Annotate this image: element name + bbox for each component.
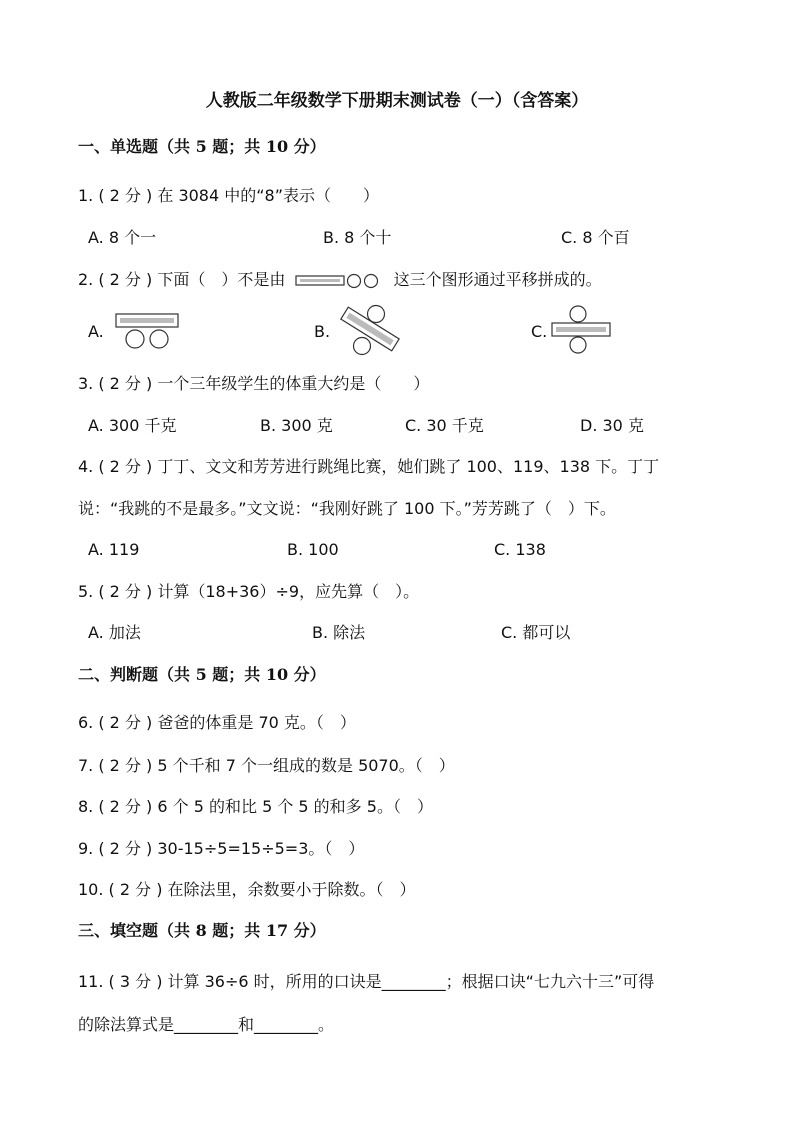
question-5-option-b: B. 除法: [312, 623, 366, 642]
question-1-stem: 1. ( 2 分 ) 在 3084 中的“8”表示（ ）: [78, 186, 380, 205]
question-2-stem-prefix: 2. ( 2 分 ) 下面（ ）不是由: [78, 270, 286, 289]
question-4-option-b: B. 100: [287, 540, 339, 559]
question-1-option-b: B. 8 个十: [323, 228, 392, 247]
question-3-option-c: C. 30 千克: [405, 416, 484, 435]
section-heading-fill-in: 三、填空题（共 8 题；共 17 分）: [78, 921, 326, 940]
rectangle-and-two-circles-figure: [294, 271, 384, 291]
option-c-figure: [548, 302, 614, 356]
question-1-option-a: A. 8 个一: [88, 228, 157, 247]
option-b-figure: [334, 300, 406, 358]
question-6: 6. ( 2 分 ) 爸爸的体重是 70 克。（ ）: [78, 713, 356, 732]
question-3-stem: 3. ( 2 分 ) 一个三年级学生的体重大约是（ ）: [78, 374, 430, 393]
question-5-option-a: A. 加法: [88, 623, 141, 642]
question-8: 8. ( 2 分 ) 6 个 5 的和比 5 个 5 的和多 5。（ ）: [78, 797, 433, 816]
section-heading-true-false: 二、判断题（共 5 题；共 10 分）: [78, 665, 326, 684]
section-heading-single-choice: 一、单选题（共 5 题；共 10 分）: [78, 137, 326, 156]
question-10: 10. ( 2 分 ) 在除法里，余数要小于除数。（ ）: [78, 880, 416, 899]
question-9: 9. ( 2 分 ) 30-15÷5=15÷5=3。（ ）: [78, 839, 365, 858]
question-4-stem-line-2: 说：“我跳的不是最多。”文文说：“我刚好跳了 100 下。”芳芳跳了（ ）下。: [78, 499, 616, 518]
question-11-line-1: 11. ( 3 分 ) 计算 36÷6 时，所用的口诀是________；根据口诀“七九六十三”可得: [78, 972, 655, 991]
question-4-stem-line-1: 4. ( 2 分 ) 丁丁、文文和芳芳进行跳绳比赛，她们跳了 100、119、138 下。丁丁: [78, 457, 660, 476]
question-2-option-c-label: C.: [531, 322, 548, 341]
question-3-option-b: B. 300 克: [260, 416, 333, 435]
question-4-option-a: A. 119: [88, 540, 140, 559]
question-3-option-a: A. 300 千克: [88, 416, 177, 435]
question-2-option-a-label: A.: [88, 322, 104, 341]
question-5-stem: 5. ( 2 分 ) 计算（18+36）÷9，应先算（ ）。: [78, 582, 420, 601]
question-11-line-2: 的除法算式是________和________。: [78, 1015, 335, 1034]
question-2-option-b-label: B.: [314, 322, 331, 341]
question-3-option-d: D. 30 克: [580, 416, 644, 435]
question-2-stem-suffix: 这三个图形通过平移拼成的。: [393, 270, 602, 289]
option-a-figure: [112, 308, 184, 350]
question-4-option-c: C. 138: [494, 540, 546, 559]
page-title: 人教版二年级数学下册期末测试卷（一）（含答案）: [205, 91, 589, 111]
question-5-option-c: C. 都可以: [501, 623, 571, 642]
question-1-option-c: C. 8 个百: [561, 228, 630, 247]
question-7: 7. ( 2 分 ) 5 个千和 7 个一组成的数是 5070。（ ）: [78, 756, 455, 775]
question-2-stem: [78, 269, 602, 291]
